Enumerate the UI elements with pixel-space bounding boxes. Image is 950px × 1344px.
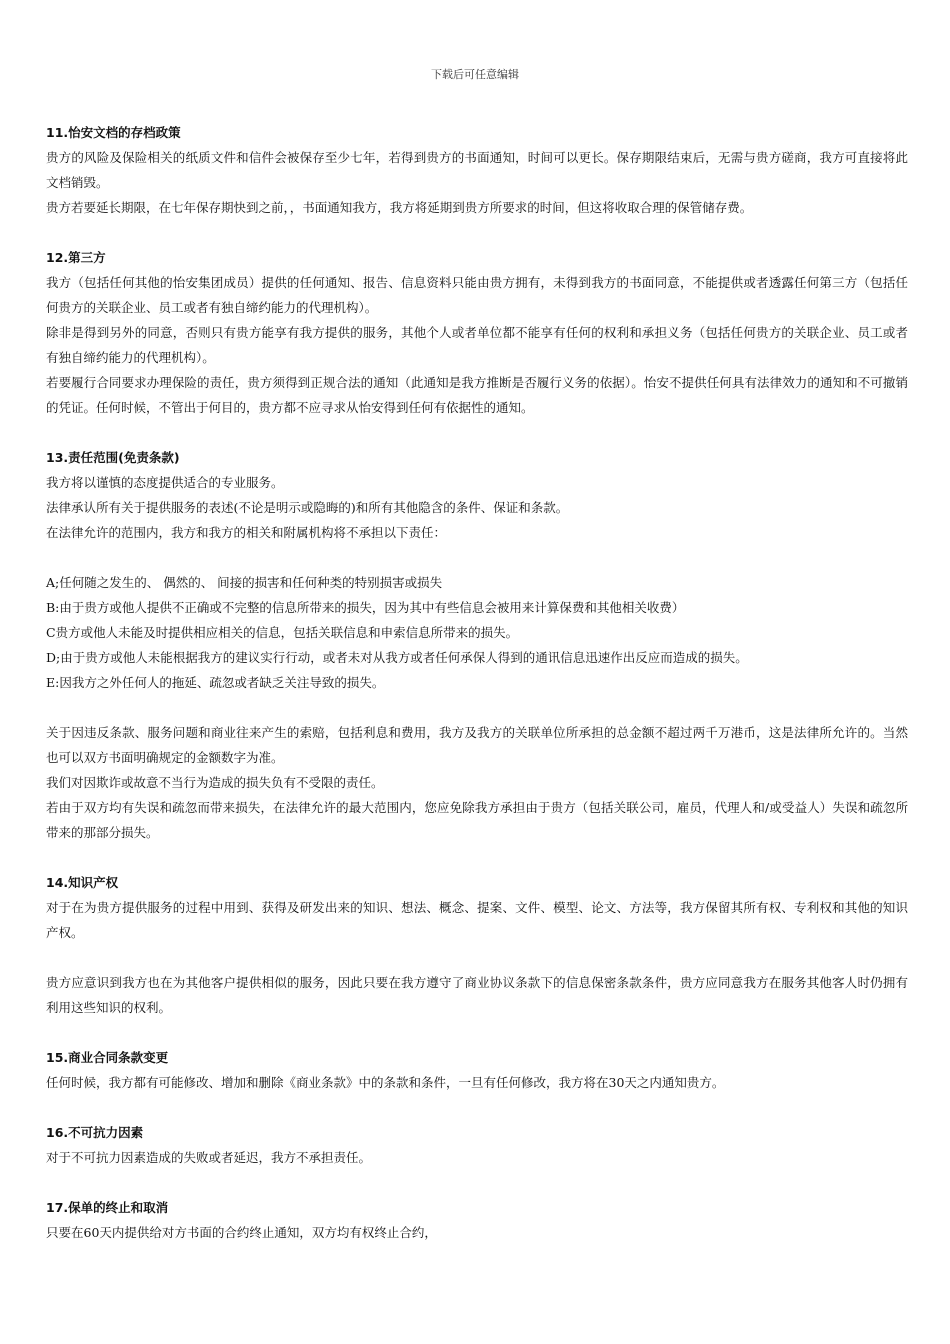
- paragraph: 我方（包括任何其他的怡安集团成员）提供的任何通知、报告、信息资料只能由贵方拥有，未得到我方的书面同意，不能提供或者透露任何第三方（包括任何贵方的关联企业、员工或者有独自缔约能力的代理机构）。: [46, 275, 908, 315]
- section-15: [46, 1045, 908, 1095]
- section-17: [46, 1195, 908, 1245]
- section-heading: 16.不可抗力因素: [46, 1125, 144, 1140]
- section-12: [46, 245, 908, 420]
- paragraph: 我们对因欺诈或故意不当行为造成的损失负有不受限的责任。: [46, 775, 384, 790]
- section-16: [46, 1120, 908, 1170]
- paragraph: 若要履行合同要求办理保险的责任，贵方须得到正规合法的通知（此通知是我方推断是否履行义务的依据）。怡安不提供任何具有法律效力的通知和不可撤销的凭证。任何时候，不管出于何目的，贵方都不应寻求从怡安得到任何有依据性的通知。: [46, 375, 908, 415]
- list-item: D;由于贵方或他人未能根据我方的建议实行行动，或者未对从我方或者任何承保人得到的通讯信息迅速作出反应而造成的损失。: [46, 650, 748, 665]
- section-heading: 12.第三方: [46, 250, 106, 265]
- paragraph: 除非是得到另外的同意，否则只有贵方能享有我方提供的服务，其他个人或者单位都不能享有任何的权利和承担义务（包括任何贵方的关联企业、员工或者有独自缔约能力的代理机构）。: [46, 325, 908, 365]
- document-body: [46, 120, 908, 1245]
- section-heading: 15.商业合同条款变更: [46, 1050, 169, 1065]
- paragraph: 只要在60天内提供给对方书面的合约终止通知，双方均有权终止合约，: [46, 1225, 437, 1240]
- paragraph: 对于在为贵方提供服务的过程中用到、获得及研发出来的知识、想法、概念、提案、文件、模型、论文、方法等，我方保留其所有权、专利权和其他的知识产权。: [46, 900, 908, 940]
- section-heading: 11.怡安文档的存档政策: [46, 125, 181, 140]
- section-heading: 14.知识产权: [46, 875, 119, 890]
- paragraph: 任何时候，我方都有可能修改、增加和删除《商业条款》中的条款和条件，一旦有任何修改，我方将在30天之内通知贵方。: [46, 1075, 725, 1090]
- paragraph: 贵方应意识到我方也在为其他客户提供相似的服务，因此只要在我方遵守了商业协议条款下的信息保密条款条件，贵方应同意我方在服务其他客人时仍拥有利用这些知识的权利。: [46, 975, 908, 1015]
- section-heading: 13.责任范围(免责条款): [46, 450, 180, 465]
- paragraph: 贵方的风险及保险相关的纸质文件和信件会被保存至少七年，若得到贵方的书面通知，时间可以更长。保存期限结束后，无需与贵方磋商，我方可直接将此文档销毁。: [46, 150, 908, 190]
- section-heading: 17.保单的终止和取消: [46, 1200, 169, 1215]
- paragraph: 我方将以谨慎的态度提供适合的专业服务。: [46, 475, 284, 490]
- paragraph: 关于因违反条款、服务问题和商业往来产生的索赔，包括利息和费用，我方及我方的关联单位所承担的总金额不超过两千万港币，这是法律所允许的。当然也可以双方书面明确规定的金额数字为准。: [46, 725, 908, 765]
- paragraph: 贵方若要延长期限，在七年保存期快到之前，，书面通知我方，我方将延期到贵方所要求的时间，但这将收取合理的保管储存费。: [46, 200, 753, 215]
- list-item: A;任何随之发生的、 偶然的、 间接的损害和任何种类的特别损害或损失: [46, 575, 443, 590]
- list-item: C贵方或他人未能及时提供相应相关的信息，包括关联信息和申索信息所带来的损失。: [46, 625, 519, 640]
- section-13: [46, 445, 908, 845]
- page-header: 下载后可任意编辑: [431, 68, 519, 81]
- list-item: B:由于贵方或他人提供不正确或不完整的信息所带来的损失，因为其中有些信息会被用来计算保费和其他相关收费）: [46, 600, 685, 615]
- paragraph: 在法律允许的范围内，我方和我方的相关和附属机构将不承担以下责任：: [46, 525, 447, 540]
- paragraph: 对于不可抗力因素造成的失败或者延迟，我方不承担责任。: [46, 1150, 372, 1165]
- section-14: [46, 870, 908, 1020]
- section-11: [46, 120, 908, 220]
- list-item: E:因我方之外任何人的拖延、疏忽或者缺乏关注导致的损失。: [46, 675, 385, 690]
- paragraph: 若由于双方均有失误和疏忽而带来损失，在法律允许的最大范围内，您应免除我方承担由于贵方（包括关联公司，雇员，代理人和/或受益人）失误和疏忽所带来的那部分损失。: [46, 800, 908, 840]
- paragraph: 法律承认所有关于提供服务的表述(不论是明示或隐晦的)和所有其他隐含的条件、保证和条款。: [46, 500, 569, 515]
